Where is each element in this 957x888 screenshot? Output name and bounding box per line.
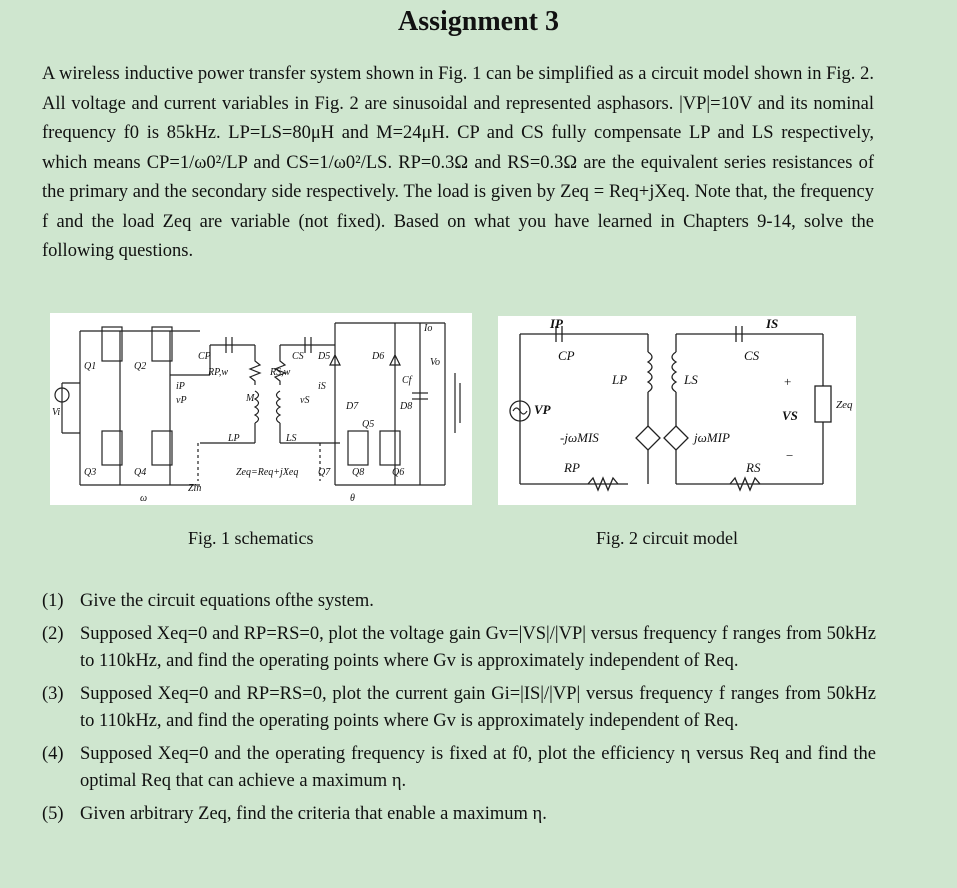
question-item	[42, 621, 876, 675]
fig2-label-vs: VS	[782, 408, 798, 423]
question-text: Supposed Xeq=0 and the operating frequency is fixed at f0, plot the efficiency η versus Req and find the optimal Req that can achieve a maximum η.	[80, 744, 876, 791]
fig2-label-ls: LS	[684, 372, 698, 387]
fig2-label-src-s: jωMIP	[694, 430, 730, 445]
fig1-label-io: Io	[424, 323, 433, 334]
question-number: (3)	[42, 684, 64, 704]
fig2-label-zeq: Zeq	[836, 399, 853, 411]
fig1-label-q7: Q7	[318, 467, 331, 478]
fig2-label-ip: IP	[550, 316, 563, 331]
fig1-label-vi: Vi	[52, 407, 61, 418]
svg-text:−: −	[786, 448, 794, 463]
question-item	[42, 801, 876, 828]
page-title: Assignment 3	[397, 6, 559, 37]
fig1-label-q2: Q2	[134, 361, 147, 372]
fig1-label-ip: iP	[176, 381, 185, 392]
question-item	[42, 681, 876, 735]
fig1-label-theta: θ	[350, 493, 355, 504]
question-number: (2)	[42, 624, 64, 644]
fig1-label-zin: Zin	[188, 483, 202, 494]
fig1-label-d5: D5	[318, 351, 331, 362]
fig1-label-omega: ω	[140, 493, 148, 504]
fig2-label-rs: RS	[746, 460, 761, 475]
fig2-label-rp: RP	[564, 460, 580, 475]
fig1-label-rp: RP,w	[208, 367, 229, 378]
intro-paragraph: A wireless inductive power transfer system shown in Fig. 1 can be simplified as a circuit model shown in Fig. 2. All voltage and current variables in Fig. 2 are sinusoidal and represented asphasors. |VP|=10V and its nominal frequency f0 is 85kHz. LP=LS=80μH and M=24μH. CP and CS fully compensate LP and LS respectively, which means CP=1/ω0²/LP and CS=1/ω0²/LS. RP=0.3Ω and RS=0.3Ω are the equivalent series resistances of the primary and the secondary side respectively. The load is given by Zeq = Req+jXeq. Note that, the frequency f and the load Zeq are variable (not fixed). Based on what you have learned in Chapters 9-14, solve the following questions.	[42, 64, 874, 261]
fig1-label-ls: LS	[286, 433, 297, 444]
question-item	[42, 588, 876, 615]
fig1-label-d7: D7	[346, 401, 359, 412]
fig1-label-cp: CP	[198, 351, 211, 362]
fig1-label-vs: vS	[300, 395, 310, 406]
fig1-label-cf: Cf	[402, 375, 412, 386]
fig2-circuit-model	[498, 316, 856, 505]
fig1-label-vp: vP	[176, 395, 187, 406]
question-text: Supposed Xeq=0 and RP=RS=0, plot the voltage gain Gv=|VS|/|VP| versus frequency f ranges from 50kHz to 110kHz, and find the operating points where Gv is approximately independent of Req.	[80, 624, 876, 671]
fig2-label-lp: LP	[612, 372, 628, 387]
fig2-label-src-p: -jωMIS	[560, 430, 599, 445]
fig2-caption: Fig. 2 circuit model	[596, 528, 738, 548]
fig2-label-cp: CP	[558, 348, 575, 363]
fig1-label-q3: Q3	[84, 467, 97, 478]
fig1-label-m: M	[246, 393, 255, 404]
question-text: Given arbitrary Zeq, find the criteria that enable a maximum η.	[80, 804, 547, 824]
fig1-label-zeq: Zeq=Req+jXeq	[236, 467, 299, 478]
fig1-svg	[50, 313, 472, 505]
fig2-label-is: IS	[766, 316, 779, 331]
fig1-label-d8: D8	[400, 401, 413, 412]
fig1-caption: Fig. 1 schematics	[188, 528, 314, 548]
svg-text:+: +	[784, 374, 792, 389]
question-number: (4)	[42, 744, 64, 764]
fig2-label-cs: CS	[744, 348, 760, 363]
fig1-label-is: iS	[318, 381, 326, 392]
fig2-label-vp: VP	[534, 402, 551, 417]
fig1-label-cs: CS	[292, 351, 304, 362]
fig1-label-q6: Q6	[392, 467, 405, 478]
fig1-label-vo: Vo	[430, 357, 440, 368]
question-number: (5)	[42, 804, 64, 824]
fig1-label-q4: Q4	[134, 467, 147, 478]
question-text: Supposed Xeq=0 and RP=RS=0, plot the current gain Gi=|IS|/|VP| versus frequency f ranges from 50kHz to 110kHz, and find the operating points where Gv is approximately independent of Req.	[80, 684, 876, 731]
question-list	[42, 588, 876, 834]
fig1-label-lp: LP	[228, 433, 240, 444]
fig1-label-q5: Q5	[362, 419, 375, 430]
fig1-label-q8: Q8	[352, 467, 365, 478]
fig1-schematic	[50, 313, 472, 505]
question-text: Give the circuit equations ofthe system.	[80, 591, 374, 611]
fig2-svg	[498, 316, 856, 505]
fig1-label-rs: RS,w	[270, 367, 291, 378]
fig1-label-d6: D6	[372, 351, 385, 362]
question-item	[42, 741, 876, 795]
question-number: (1)	[42, 591, 64, 611]
fig1-label-q1: Q1	[84, 361, 97, 372]
